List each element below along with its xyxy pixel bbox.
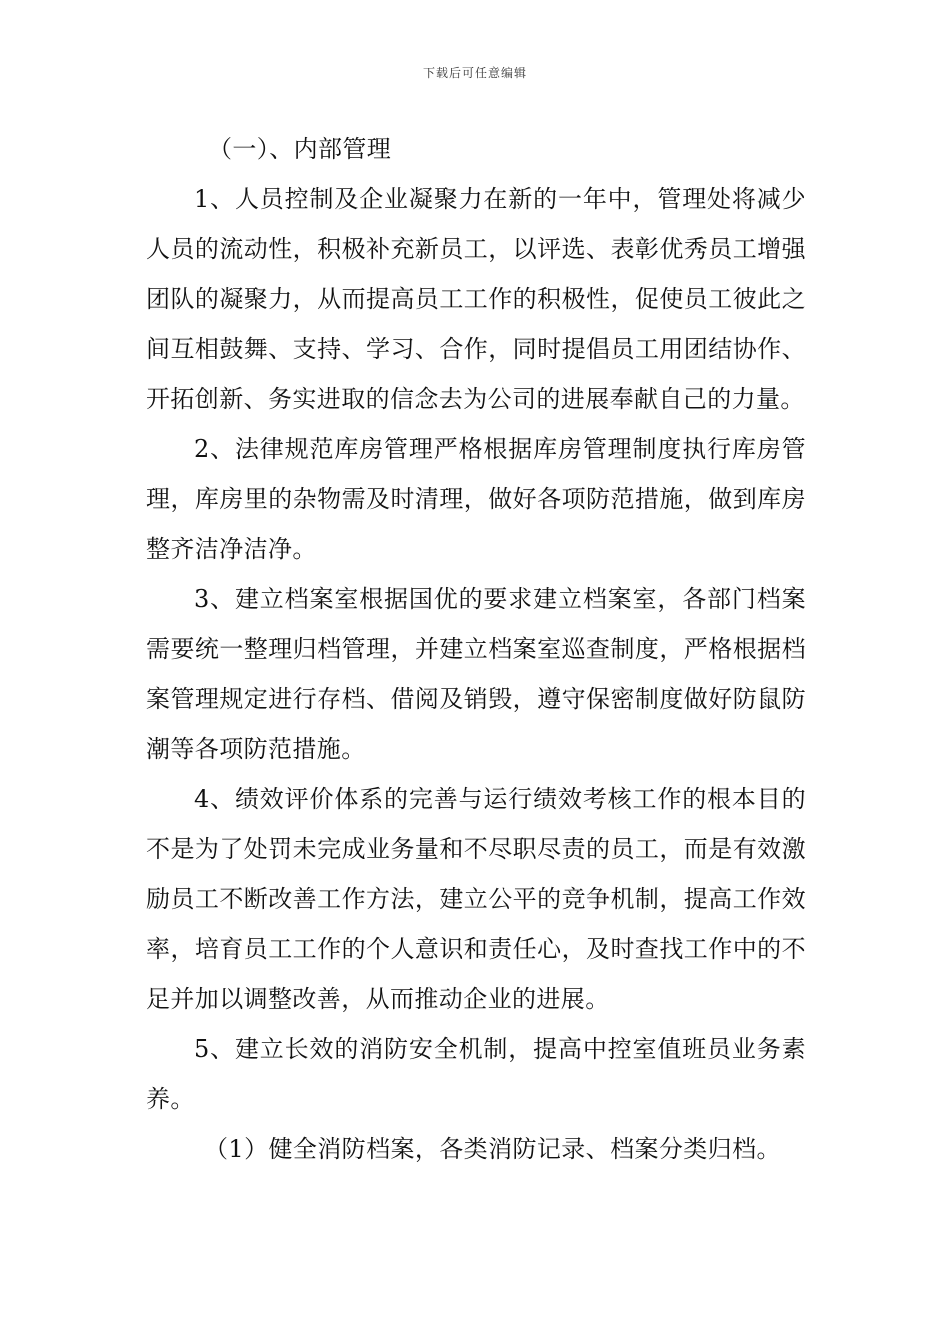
sub-item-fire-archives: （1）健全消防档案，各类消防记录、档案分类归档。 bbox=[204, 1135, 781, 1163]
page-header-note: 下载后可任意编辑 bbox=[422, 66, 527, 80]
paragraph-fire-safety: 5、建立长效的消防安全机制，提高中控室值班员业务素养。 bbox=[146, 1035, 806, 1113]
paragraph-warehouse-management: 2、法律规范库房管理严格根据库房管理制度执行库房管理，库房里的杂物需及时清理，做好各项防范措施，做到库房整齐洁净洁净。 bbox=[146, 435, 806, 563]
document-body bbox=[146, 124, 806, 1174]
section-title: （一）、内部管理 bbox=[208, 135, 392, 163]
paragraph-archive-room: 3、建立档案室根据国优的要求建立档案室，各部门档案需要统一整理归档管理，并建立档案室巡查制度，严格根据档案管理规定进行存档、借阅及销毁，遵守保密制度做好防鼠防潮等各项防范措施。 bbox=[146, 585, 806, 763]
paragraph-performance-evaluation: 4、绩效评价体系的完善与运行绩效考核工作的根本目的不是为了处罚未完成业务量和不尽职尽责的员工，而是有效激励员工不断改善工作方法，建立公平的竞争机制，提高工作效率，培育员工工作的个人意识和责任心，及时查找工作中的不足并加以调整改善，从而推动企业的进展。 bbox=[146, 785, 806, 1013]
paragraph-personnel-control: 1、人员控制及企业凝聚力在新的一年中，管理处将减少人员的流动性，积极补充新员工，以评选、表彰优秀员工增强团队的凝聚力，从而提高员工工作的积极性，促使员工彼此之间互相鼓舞、支持、学习、合作，同时提倡员工用团结协作、开拓创新、务实进取的信念去为公司的进展奉献自己的力量。 bbox=[146, 185, 806, 413]
